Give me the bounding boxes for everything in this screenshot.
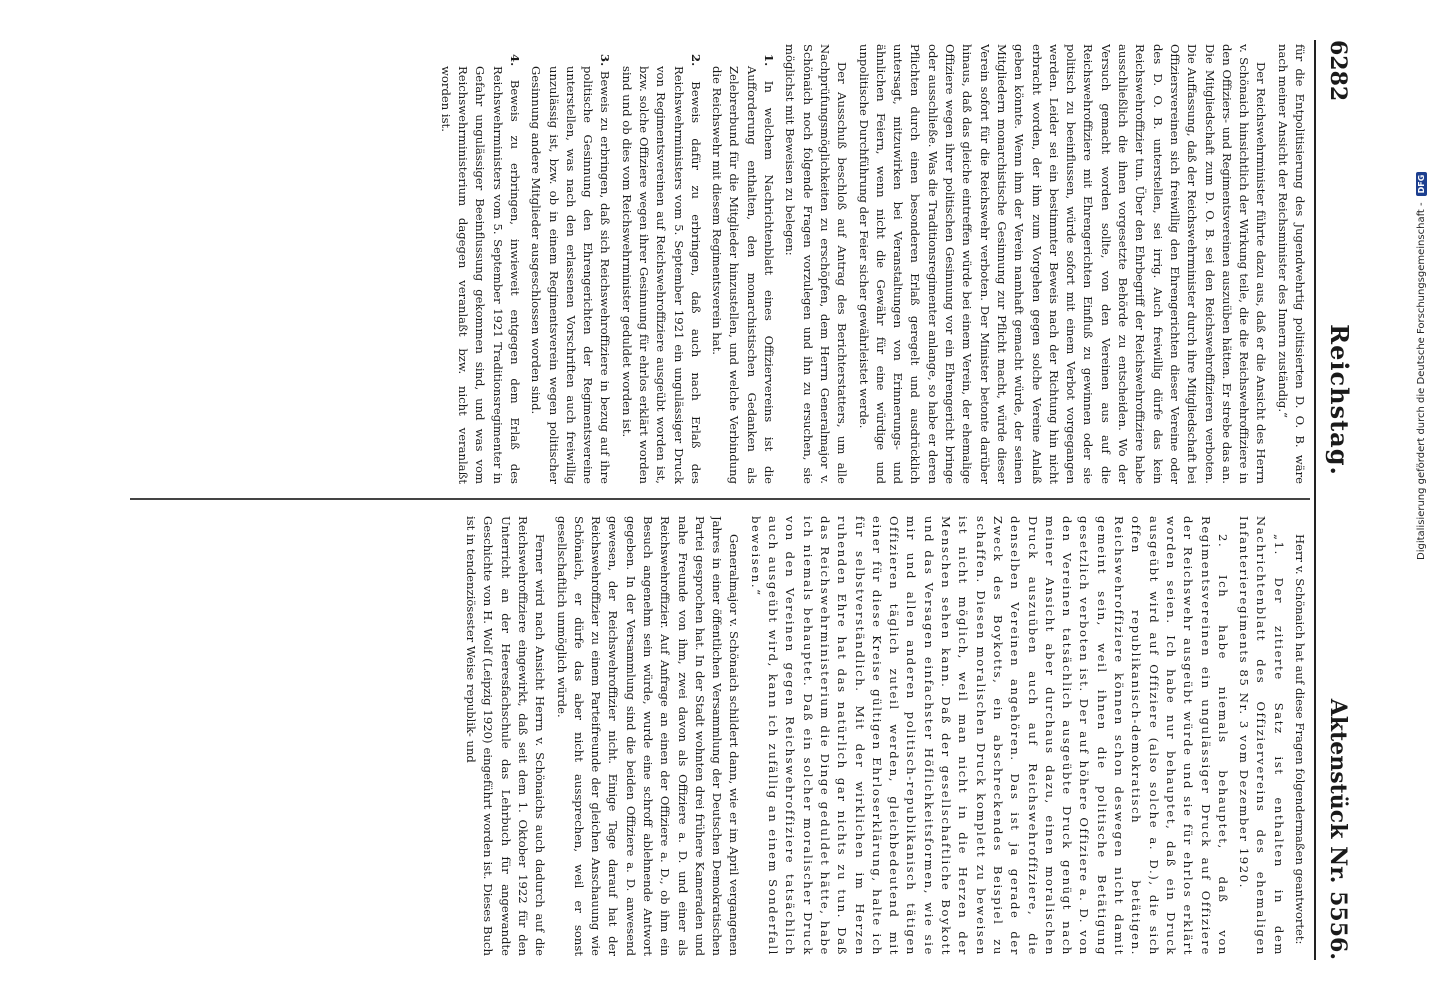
right-column	[128, 516, 1308, 956]
list-number: 3.	[598, 54, 613, 67]
list-item	[436, 44, 522, 484]
column-separator	[130, 498, 1310, 500]
list-text: Beweis zu erbringen, daß sich Reichswehroffiziere in bezug auf ihre politische Gesinnung den Ehrengerichten der Regimentsvereine unterstellen, was nach den erlassenen Vorschriften auch freiwillig unzulässig ist, bzw. ob in einem Regimentsverein wegen politischer Gesinnung andere Mitglieder ausgeschlossen worden sind.	[529, 66, 613, 484]
footer-text: Digitalisierung gefördert durch die Deutsche Forschungsgemeinschaft -	[1415, 202, 1427, 560]
paragraph: Generalmajor v. Schönaich schildert dann, wie er im April vergangenen Jahres in einer öffentlichen Versammlung der Deutschen Demokratischen Partei gesprochen hat. In der Stadt wohnten drei frühere Kameraden und nahe Freunde von ihm, zwei davon als Offiziere a. D. und einer als Reichswehroffizier. Auf Anfrage an einen der Offiziere a. D., ob ihm ein Besuch angenehm sein würde, wurde eine schroff ablehnende Antwort gegeben. In der Versammlung sind die beiden Offiziere a. D. anwesend gewesen, der Reichswehroffizier nicht. Einige Tage darauf hat der Reichswehroffizier zu einem Parteifreunde der gleichen Anschauung wie Schönaich, er dürfe das aber nicht aussprechen, weil er sonst gesellschaftlich unmöglich würde.	[554, 516, 742, 956]
list-text: Beweis zu erbringen, inwieweit entgegen dem Erlaß des Reichswehrministers vom 5. September 1921 Traditionsregimenter in Gefahr ungulässiger Beeinflussung gekommen sind, und was vom Reichswehrministerium dagegen veranlaßt bzw. nicht veranlaßt worden ist.	[438, 66, 522, 484]
page-title: Reichstag.	[1325, 324, 1354, 476]
list-text: In welchem Nachrichtenblatt eines Offiziervereins ist die Aufforderung enthalten, den monarchistischen Gedanken als Zelebrerbund für die Mitglieder hinzustellen, und welche Verbindung die Reichswehr mit diesem Regimentsverein hat.	[710, 66, 777, 484]
list-item	[527, 44, 613, 484]
paragraph: Der Ausschuß beschloß auf Antrag des Berichterstatters, um alle Nachprüfungsmöglichkeiten zu erschöpfen, dem Herrn Generalmajor v. Schönaich noch folgende Fragen vorzulegen und ihn zu ersuchen, sie möglichst mit Beweisen zu belegen:	[783, 44, 850, 484]
question-list	[436, 44, 777, 484]
paragraph: für die Entpolitisierung des Jugendwehrtig politisierten D. O. B. wäre nach meiner Ansicht der Reichsminister des Innern zuständig.“	[1275, 44, 1307, 484]
header-rule	[1314, 40, 1316, 960]
list-number: 4.	[507, 54, 522, 67]
left-column	[128, 44, 1308, 484]
page-number: 6282	[1325, 40, 1351, 102]
document-number: Aktenstück Nr. 5556.	[1325, 698, 1351, 960]
paragraph: 2. Ich habe niemals behauptet, daß von Regimentsvereinen ein ungulässiger Druck auf Offiziere der Reichswehr ausgeübt würde und sie für ehrlos erklärt worden seien. Ich habe nur behauptet, daß ein Druck ausgeübt wird auf Offiziere (also solche a. D.), die sich offen republikanisch-demokratisch betätigen. Reichswehroffiziere können schon deswegen nicht damit gemeint sein, weil ihnen die politische Betätigung gesetzlich verboten ist. Der auf höhere Offiziere a. D. von den Vereinen tatsächlich ausgeübte Druck genügt nach meiner Ansicht aber durchaus dazu, einen moralischen Druck auszuüben auch auf Reichswehroffiziere, die denselben Vereinen angehören. Das ist ja gerade der Zweck des Boykotts, ein abschreckendes Beispiel zu schaffen. Diesen moralischen Druck komplett zu beweisen ist nicht möglich, weil man nicht in die Herzen der Menschen sehen kann. Daß der gesellschaftliche Boykott und das Versagen einfachster Höflichkeitsformen, wie sie mir und allen anderen politisch-republikanisch tätigen Offizieren täglich zuteil werden, gleichbedeutend mit einer für diese Kreise gültigen Ehrloserklärung, halte ich für selbstverständlich. Mit der wirklichen im Herzen ruhenden Ehre hat das natürlich gar nichts zu tun. Daß das Reichswehrministerium die Dinge geduldet hätte, habe ich niemals behauptet. Daß ein solcher moralischer Druck von den Vereinen gegen Reichswehroffiziere tatsächlich auch ausgeübt wird, kann ich zufällig an einem Sonderfall beweisen.“	[748, 516, 1230, 956]
list-item	[708, 44, 777, 484]
list-number: 2.	[688, 54, 703, 67]
paragraph: Der Reichswehrminister führte dazu aus, daß er die Ansicht des Herrn v. Schönaich hinsichtlich der Wirkung teile, die die Reichswehroffiziere in den Offiziers- und Regimentsvereinen auszuüben hätten. Er strebe das an. Die Mitgliedschaft zum D. O. B. sei den Reichswehroffizieren verboten. Die Auffassung, daß der Reichswehrminister durch ihre Mitgliedschaft bei Offiziersvereinen sich freiwillig den Ehrengerichten dieser Vereine oder des D. O. B. unterstellen, sei irrig. Auch freiwillig dürfe das kein Reichswehroffizier tun. Über den Ehrbegriff der Reichswehroffiziere habe ausschließlich die ihnen vorgesetzte Behörde zu entscheiden. Wo der Versuch gemacht worden sollte, von den Vereinen aus auf die Reichswehroffiziere mit Ehrengerichten Einfluß zu gewinnen oder sie politisch zu beeinflussen, würde sofort mit einem Verbot vorgegangen werden. Leider sei ein bestimmter Beweis nach der Richtung hin nicht erbracht worden, der ihm zum Vorgehen gegen solche Vereine Anlaß geben könnte. Wenn ihm der Verein namhaft gemacht würde, der seinen Mitgliedern monarchistische Gesinnung zur Pflicht macht, würde dieser Verein sofort für die Reichswehr verboten. Der Minister betonte darüber hinaus, daß das gleiche eintreffen würde bei einem Verein, der ehemalige Offiziere wegen ihrer politischen Gesinnung vor ein Ehrengericht bringe oder ausschließe. Was die Traditionsregimenter anlange, so habe er deren Pflichten durch einen besonderen Erlaß geregelt und ausdrücklich untersagt, mitzuwirken bei Veranstaltungen von Erinnerungs- und ähnlichen Feiern, wenn nicht die Gewähr für eine würdige und unpolitische Durchführung der Feier sicher gewährleistet werde.	[856, 44, 1269, 484]
page-header	[1318, 40, 1354, 960]
paragraph: Herr v. Schönaich hat auf diese Fragen folgendermaßen geantwortet:	[1293, 534, 1307, 945]
paragraph: Ferner wird nach Ansicht Herrn v. Schönaichs auch dadurch auf die Reichswehroffiziere eingewirkt, daß seit dem 1. Oktober 1922 für den Unterricht an der Heeresfachschule das Lehrbuch für angewandte Geschichte von H. Wolf (Leipzig 1920) eingeführt worden ist. Dieses Buch ist in tendenziösester Weise republik- und	[464, 516, 548, 956]
list-text: Beweis dafür zu erbringen, daß auch nach Erlaß des Reichswehrministers vom 5. September 1921 ein ungulässiger Druck von Regimentsvereinen auf Reichswehroffiziere ausgeübt worden ist, bzw. solche Offiziere wegen ihrer Gesinnung für ehrlos erklärt worden sind und ob dies vom Reichswehrminister geduldet worden ist.	[619, 66, 703, 484]
list-number: 1.	[762, 54, 777, 67]
digitization-footer	[1412, 120, 1430, 560]
dfg-logo: DFG	[1416, 172, 1427, 197]
list-item	[617, 44, 703, 484]
paragraph: „1. Der zitierte Satz ist enthalten in dem Nachrichtenblatt des Offiziervereins des ehemaligen Infanterieregiments 85 Nr. 3 vom Dezember 1920.	[1237, 516, 1286, 956]
